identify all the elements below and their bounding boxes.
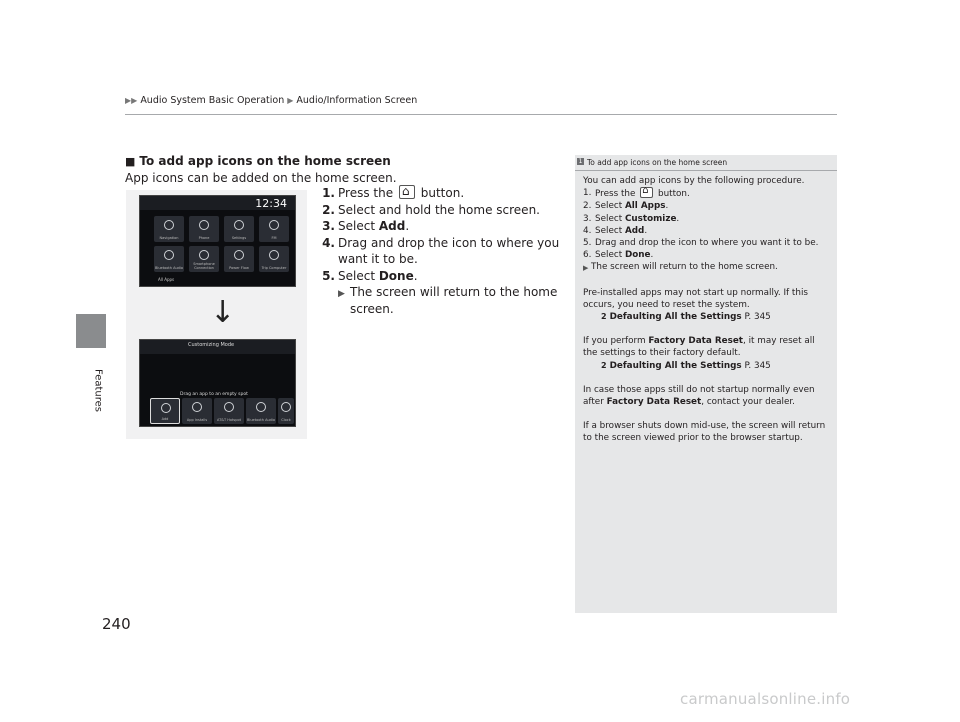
breadcrumb <box>125 95 417 106</box>
list-item: 5. Select Done. <box>322 268 418 283</box>
breadcrumb-arrow-icon: ▶ <box>287 96 294 105</box>
list-item: 3. Select Customize. <box>583 213 680 224</box>
power-flow-icon <box>234 250 244 260</box>
navigation-icon <box>164 220 174 230</box>
bluetooth-icon <box>256 402 266 412</box>
gear-icon <box>234 220 244 230</box>
step-result: ▶ The screen will return to the home screen. <box>338 285 558 316</box>
app-tile: Navigation <box>154 216 184 242</box>
breadcrumb-item: Audio/Information Screen <box>296 95 418 106</box>
clock: 12:34 <box>255 197 287 210</box>
header-divider <box>125 114 837 115</box>
app-tile: App Installs <box>182 398 212 424</box>
app-tile: Power Flow <box>224 246 254 272</box>
radio-icon <box>269 220 279 230</box>
square-bullet-icon: ■ <box>125 154 136 168</box>
hotspot-icon <box>224 402 234 412</box>
note-body <box>583 175 831 457</box>
reference-arrow-icon: 2 <box>601 360 607 370</box>
list-item: 4. Drag and drop the icon to where you want it to be. <box>322 235 560 266</box>
home-button-icon <box>640 187 653 198</box>
note-intro: You can add app icons by the following procedure. <box>583 176 805 186</box>
section-intro: App icons can be added on the home screen. <box>125 171 397 185</box>
app-tile: Add <box>150 398 180 424</box>
breadcrumb-arrow-icon: ▶▶ <box>125 96 138 105</box>
side-note <box>575 155 837 613</box>
app-tile: Bluetooth Audio <box>154 246 184 272</box>
app-tile: Smartphone Connection <box>189 246 219 272</box>
note-marker-icon: 1 <box>578 158 583 165</box>
smartphone-icon <box>199 250 209 260</box>
home-button-icon <box>399 185 415 199</box>
list-item: 1. Press the ⌂ button. <box>318 185 568 202</box>
page-number: 240 <box>102 615 131 633</box>
list-item: 4. Select Add. <box>583 225 648 236</box>
list-item: 5. Drag and drop the icon to where you want it to be. <box>583 238 819 249</box>
phone-icon <box>199 220 209 230</box>
mode-title: Customizing Mode <box>188 342 235 348</box>
note-title: 1 To add app icons on the home screen <box>575 155 837 171</box>
note-paragraph: If a browser shuts down mid-use, the screen will return to the screen viewed prior to the browser startup. <box>583 421 826 444</box>
app-tile: Clock <box>278 398 294 424</box>
app-tile: FM <box>259 216 289 242</box>
chapter-tab <box>76 314 106 348</box>
down-arrow-icon: ↓ <box>210 295 236 330</box>
reference-arrow-icon: 2 <box>601 312 607 322</box>
cross-reference-link[interactable]: 2 Defaulting All the Settings P. 345 <box>601 312 771 323</box>
bluetooth-icon <box>164 250 174 260</box>
breadcrumb-item: Audio System Basic Operation <box>140 95 285 106</box>
add-icon <box>161 403 171 413</box>
screen-illustration <box>126 190 307 439</box>
result-arrow-icon: ▶ <box>583 264 589 273</box>
note-paragraph: If you perform Factory Data Reset, it may reset all the settings to their factory default. <box>583 336 815 359</box>
note-paragraph: Pre-installed apps may not start up normally. If this occurs, you need to reset the system. <box>583 287 808 310</box>
cross-reference-link[interactable]: 2 Defaulting All the Settings P. 345 <box>601 360 771 371</box>
app-tile: AT&T Hotspot <box>214 398 244 424</box>
chapter-label: Features <box>92 369 104 412</box>
result-arrow-icon: ▶ <box>338 289 345 299</box>
app-tile: Phone <box>189 216 219 242</box>
note-result: ▶ The screen will return to the home screen. <box>583 261 831 274</box>
section-heading: ■ To add app icons on the home screen <box>125 154 391 168</box>
status-bar <box>140 196 295 210</box>
status-bar <box>140 340 295 354</box>
app-installs-icon <box>192 402 202 412</box>
note-paragraph: In case those apps still do not startup normally even after Factory Data Reset, contact your dealer. <box>583 384 815 408</box>
trip-computer-icon <box>269 250 279 260</box>
list-item: 2. Select All Apps. <box>583 201 669 212</box>
customizing-screen-image <box>139 339 296 427</box>
drag-hint: Drag an app to an empty spot <box>180 392 248 397</box>
app-tile: Settings <box>224 216 254 242</box>
watermark: carmanualsonline.info <box>680 690 851 708</box>
list-item: 6. Select Done. <box>583 250 654 261</box>
procedure-steps <box>318 185 568 317</box>
home-screen-image <box>139 195 296 287</box>
list-item: 2. Select and hold the home screen. <box>322 202 540 217</box>
list-item: 1. Press the ⌂ button. <box>583 187 831 200</box>
app-tile: Trip Computer <box>259 246 289 272</box>
clock-icon <box>281 402 291 412</box>
list-item: 3. Select Add. <box>322 219 410 233</box>
app-tile: Bluetooth Audio <box>246 398 276 424</box>
all-apps-label: All Apps <box>158 277 175 282</box>
